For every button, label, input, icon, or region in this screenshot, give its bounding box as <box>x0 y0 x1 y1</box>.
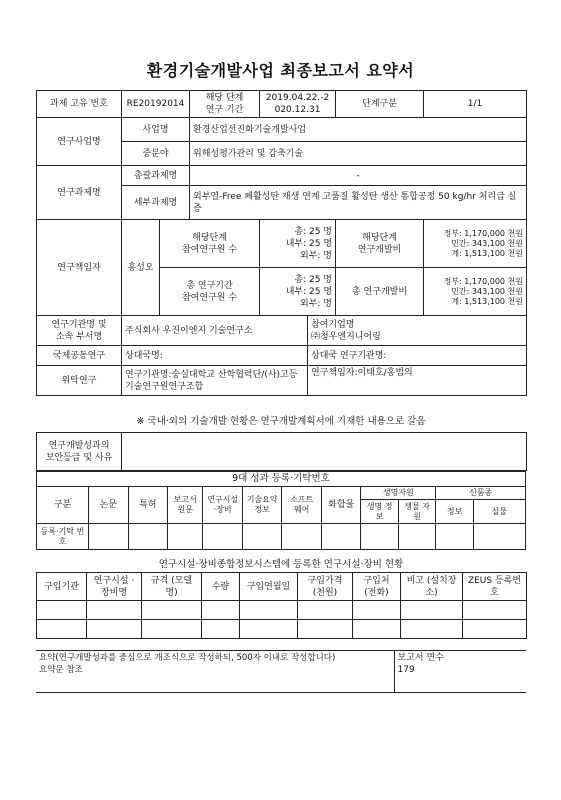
program-label: 연구사업명 <box>37 118 122 166</box>
business-label: 사업명 <box>122 118 190 142</box>
security-label: 연구개발성과의 보안등급 및 사유 <box>37 433 122 471</box>
outcomes-caption: 9대 성과 등록·기탁번호 <box>37 472 526 487</box>
researcher-name: 홍성오 <box>122 220 160 316</box>
equipment-col-zeus: ZEUS 등록번호 <box>463 573 527 601</box>
intl-label: 국제공동연구 <box>37 346 122 366</box>
outcomes-row-label: 등록·기탁 번호 <box>37 524 89 550</box>
institution-label: 연구기관명 및 소속 부서명 <box>37 316 122 346</box>
summary-footer-table <box>36 650 526 693</box>
project-label: 연구과제명 <box>37 166 122 220</box>
security-value <box>122 433 527 471</box>
company-info: 참여기업명 ㈜청우엔지니어링 <box>308 316 527 346</box>
outcomes-table <box>36 471 526 550</box>
consign-org: 연구기관명:숭실대학교 산학협력단/(사)고등기술연구원연구조합 <box>122 366 308 396</box>
outcomes-col-compound: 화합물 <box>321 487 361 524</box>
outcomes-col-bioinfo: 생명 정보 <box>361 500 398 524</box>
equipment-col-vendor: 구입처 (전화) <box>353 573 401 601</box>
stage-staff-values: 총: 25 명 내부: 25 명 외부: 명 <box>260 220 336 268</box>
intl-org: 상대국 연구기관명: <box>308 346 527 366</box>
equipment-caption: 연구시설·장비종합정보시스템에 등록한 연구시설·장비 현황 <box>158 559 404 570</box>
total-cost-values: 정부: 1,170,000 천원 민간: 343,100 천원 계: 1,513,100 천원 <box>424 268 527 316</box>
outcomes-col-facility: 연구시설 ·장비 <box>203 487 243 524</box>
notice-text: ※ 국내·외의 기술개발 현황은 연구개발계획서에 기재한 내용으로 갈음 <box>136 416 426 427</box>
stage-cost-label: 해당단계 연구개발비 <box>336 220 424 268</box>
task-id-label: 과제 고유 번호 <box>37 91 122 118</box>
outcomes-group-bio: 생명자원 <box>361 487 436 500</box>
consign-leader: 연구책임자:이태호/홍범의 <box>308 366 527 396</box>
summary-label: 요약(연구개발성과를 중심으로 개조식으로 작성하되, 500자 이내로 작성합니다) 요약문 참조 <box>36 651 394 693</box>
detail-project-label: 세부과제명 <box>122 186 190 220</box>
sub-field-value: 위해성평가관리 및 감축기술 <box>190 142 527 166</box>
equipment-col-price: 구입가격 (천원) <box>298 573 353 601</box>
researcher-label: 연구책임자 <box>37 220 122 316</box>
stage-staff-label: 해당단계 참여연구원 수 <box>160 220 260 268</box>
stage-label: 단계구분 <box>336 91 424 118</box>
total-staff-label: 총 연구기간 참여연구원 수 <box>160 268 260 316</box>
outcomes-col-type: 구분 <box>37 487 89 524</box>
outcomes-col-techinfo: 기술요약 정보 <box>242 487 282 524</box>
page-title: 환경기술개발사업 최종보고서 요약서 <box>146 61 415 80</box>
report-pages: 보고서 면수 179 <box>394 651 526 693</box>
period-value: 2019.04.22.-2 020.12.31 <box>260 91 336 118</box>
period-label: 해당 단계 연구 기간 <box>190 91 260 118</box>
equipment-col-name: 연구시설 · 장비명 <box>87 573 142 601</box>
total-cost-label: 총 연구개발비 <box>336 268 424 316</box>
institution-value: 주식회사 우진이엔지 기술연구소 <box>122 316 308 346</box>
intl-country: 상대국명: <box>122 346 308 366</box>
outcomes-col-varietyinfo: 정보 <box>436 500 473 524</box>
total-staff-values: 총: 25 명 내부: 25 명 외부: 명 <box>260 268 336 316</box>
equipment-col-buyer: 구입기관 <box>37 573 87 601</box>
equipment-col-date: 구입연월일 <box>240 573 298 601</box>
stage-cost-values: 정부: 1,170,000 천원 민간: 343,100 천원 계: 1,513,100 천원 <box>424 220 527 268</box>
outcomes-col-bioresource: 생물 자원 <box>398 500 435 524</box>
security-table <box>36 432 527 471</box>
task-id-value: RE20192014 <box>122 91 190 118</box>
business-value: 환경산업선진화기술개발사업 <box>190 118 527 142</box>
outcomes-group-variety: 신품종 <box>436 487 526 500</box>
total-project-value: - <box>190 166 527 186</box>
outcomes-col-paper: 논문 <box>89 487 129 524</box>
equipment-col-qty: 수량 <box>202 573 240 601</box>
detail-project-value: 외부열-Free 폐활성탄 재생 연계 고품질 활성탄 생산 통합공정 50 kg/hr 처리급 실증 <box>190 186 527 220</box>
equipment-col-note: 비고 (설치장소) <box>401 573 463 601</box>
outcomes-col-patent: 특허 <box>128 487 168 524</box>
consign-label: 위탁연구 <box>37 366 122 396</box>
equipment-col-model: 규격 (모델명) <box>142 573 202 601</box>
outcomes-col-software: 소프트 웨어 <box>282 487 322 524</box>
outcomes-col-varietyreal: 실물 <box>473 500 525 524</box>
stage-value: 1/1 <box>424 91 527 118</box>
equipment-table <box>36 572 527 639</box>
summary-info-table <box>36 90 527 396</box>
total-project-label: 총괄과제명 <box>122 166 190 186</box>
sub-field-label: 중분야 <box>122 142 190 166</box>
outcomes-col-report: 보고서 원문 <box>168 487 203 524</box>
